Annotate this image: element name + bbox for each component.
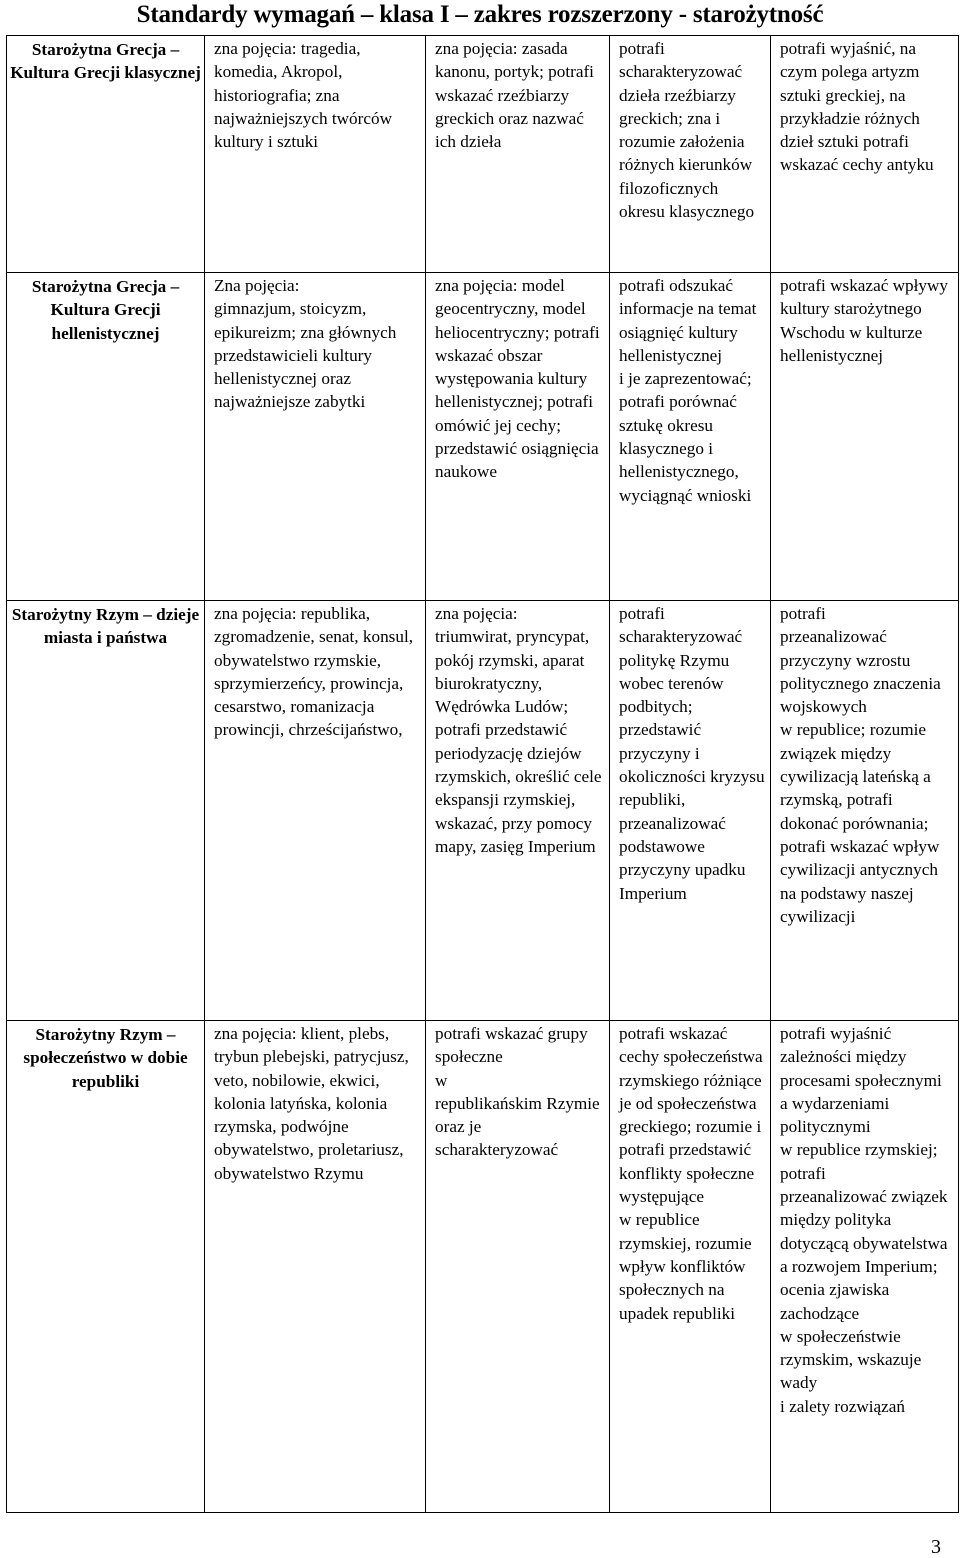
table-cell: potrafi odszukać informacje na temat osiągnięć kultury hellenistycznej i je zaprezentować; potrafi porównać sztukę okresu klasycznego i hellenistycznego, wyciągnąć wnioski [610,273,771,601]
table-cell: potrafi wskazać grupy społeczne w republikańskim Rzymie oraz je scharakteryzować [426,1021,610,1513]
table-cell: potrafi wskazać wpływy kultury starożytnego Wschodu w kulturze hellenistycznej [771,273,959,601]
table-cell: zna pojęcia: zasada kanonu, portyk; potrafi wskazać rzeźbiarzy greckich oraz nazwać ich dzieła [426,36,610,273]
table-cell: zna pojęcia: republika, zgromadzenie, senat, konsul, obywatelstwo rzymskie, sprzymierzeńcy, prowincja, cesarstwo, romanizacja prowincji, chrześcijaństwo, [205,601,426,1021]
table-cell: potrafi scharakteryzować dzieła rzeźbiarzy greckich; zna i rozumie założenia różnych kierunków filozoficznych okresu klasycznego [610,36,771,273]
table-cell: potrafi przeanalizować przyczyny wzrostu politycznego znaczenia wojskowych w republice; rozumie związek między cywilizacją lateńską a rzymską, potrafi dokonać porównania; potrafi wskazać wpływ cywilizacji antycznych na podstawy naszej cywilizacji [771,601,959,1021]
table-cell: zna pojęcia: klient, plebs, trybun plebejski, patrycjusz, veto, nobilowie, ekwici, kolonia latyńska, kolonia rzymska, podwójne obywatelstwo, proletariusz, obywatelstwo Rzymu [205,1021,426,1513]
page-title: Standardy wymagań – klasa I – zakres rozszerzony - starożytność [136,1,824,28]
table-cell: potrafi wskazać cechy społeczeństwa rzymskiego różniące je od społeczeństwa greckiego; rozumie i potrafi przedstawić konflikty społeczne występujące w republice rzymskiej, rozumie wpływ konfliktów społecznych na upadek republiki [610,1021,771,1513]
table-cell: zna pojęcia: model geocentryczny, model heliocentryczny; potrafi wskazać obszar występowania kultury hellenistycznej; potrafi omówić jej cechy; przedstawić osiągnięcia naukowe [426,273,610,601]
table-row [7,1021,959,1513]
table-cell: potrafi wyjaśnić, na czym polega artyzm sztuki greckiej, na przykładzie różnych dzieł sztuki potrafi wskazać cechy antyku [771,36,959,273]
standards-table [6,35,959,1513]
table-cell: Zna pojęcia: gimnazjum, stoicyzm, epikureizm; zna głównych przedstawicieli kultury hellenistycznej oraz najważniejsze zabytki [205,273,426,601]
table-cell: potrafi wyjaśnić zależności między procesami społecznymi a wydarzeniami politycznymi w republice rzymskiej; potrafi przeanalizować związek między polityka dotyczącą obywatelstwa a rozwojem Imperium; ocenia zjawiska zachodzące w społeczeństwie rzymskim, wskazuje wady i zalety rozwiązań [771,1021,959,1513]
topic-cell: Starożytna Grecja – Kultura Grecji hellenistycznej [7,273,205,601]
topic-cell: Starożytny Rzym – dzieje miasta i państwa [7,601,205,1021]
table-cell: zna pojęcia: triumwirat, pryncypat, pokój rzymski, aparat biurokratyczny, Wędrówka Ludów; potrafi przedstawić periodyzację dziejów rzymskich, określić cele ekspansji rzymskiej, wskazać, przy pomocy mapy, zasięg Imperium [426,601,610,1021]
table-cell: zna pojęcia: tragedia, komedia, Akropol, historiografia; zna najważniejszych twórców kultury i sztuki [205,36,426,273]
topic-cell: Starożytny Rzym – społeczeństwo w dobie republiki [7,1021,205,1513]
table-row [7,36,959,273]
topic-cell: Starożytna Grecja – Kultura Grecji klasycznej [7,36,205,273]
table-cell: potrafi scharakteryzować politykę Rzymu wobec terenów podbitych; przedstawić przyczyny i okoliczności kryzysu republiki, przeanalizować podstawowe przyczyny upadku Imperium [610,601,771,1021]
table-row [7,601,959,1021]
table-row [7,273,959,601]
page-number: 3 [931,1536,941,1558]
